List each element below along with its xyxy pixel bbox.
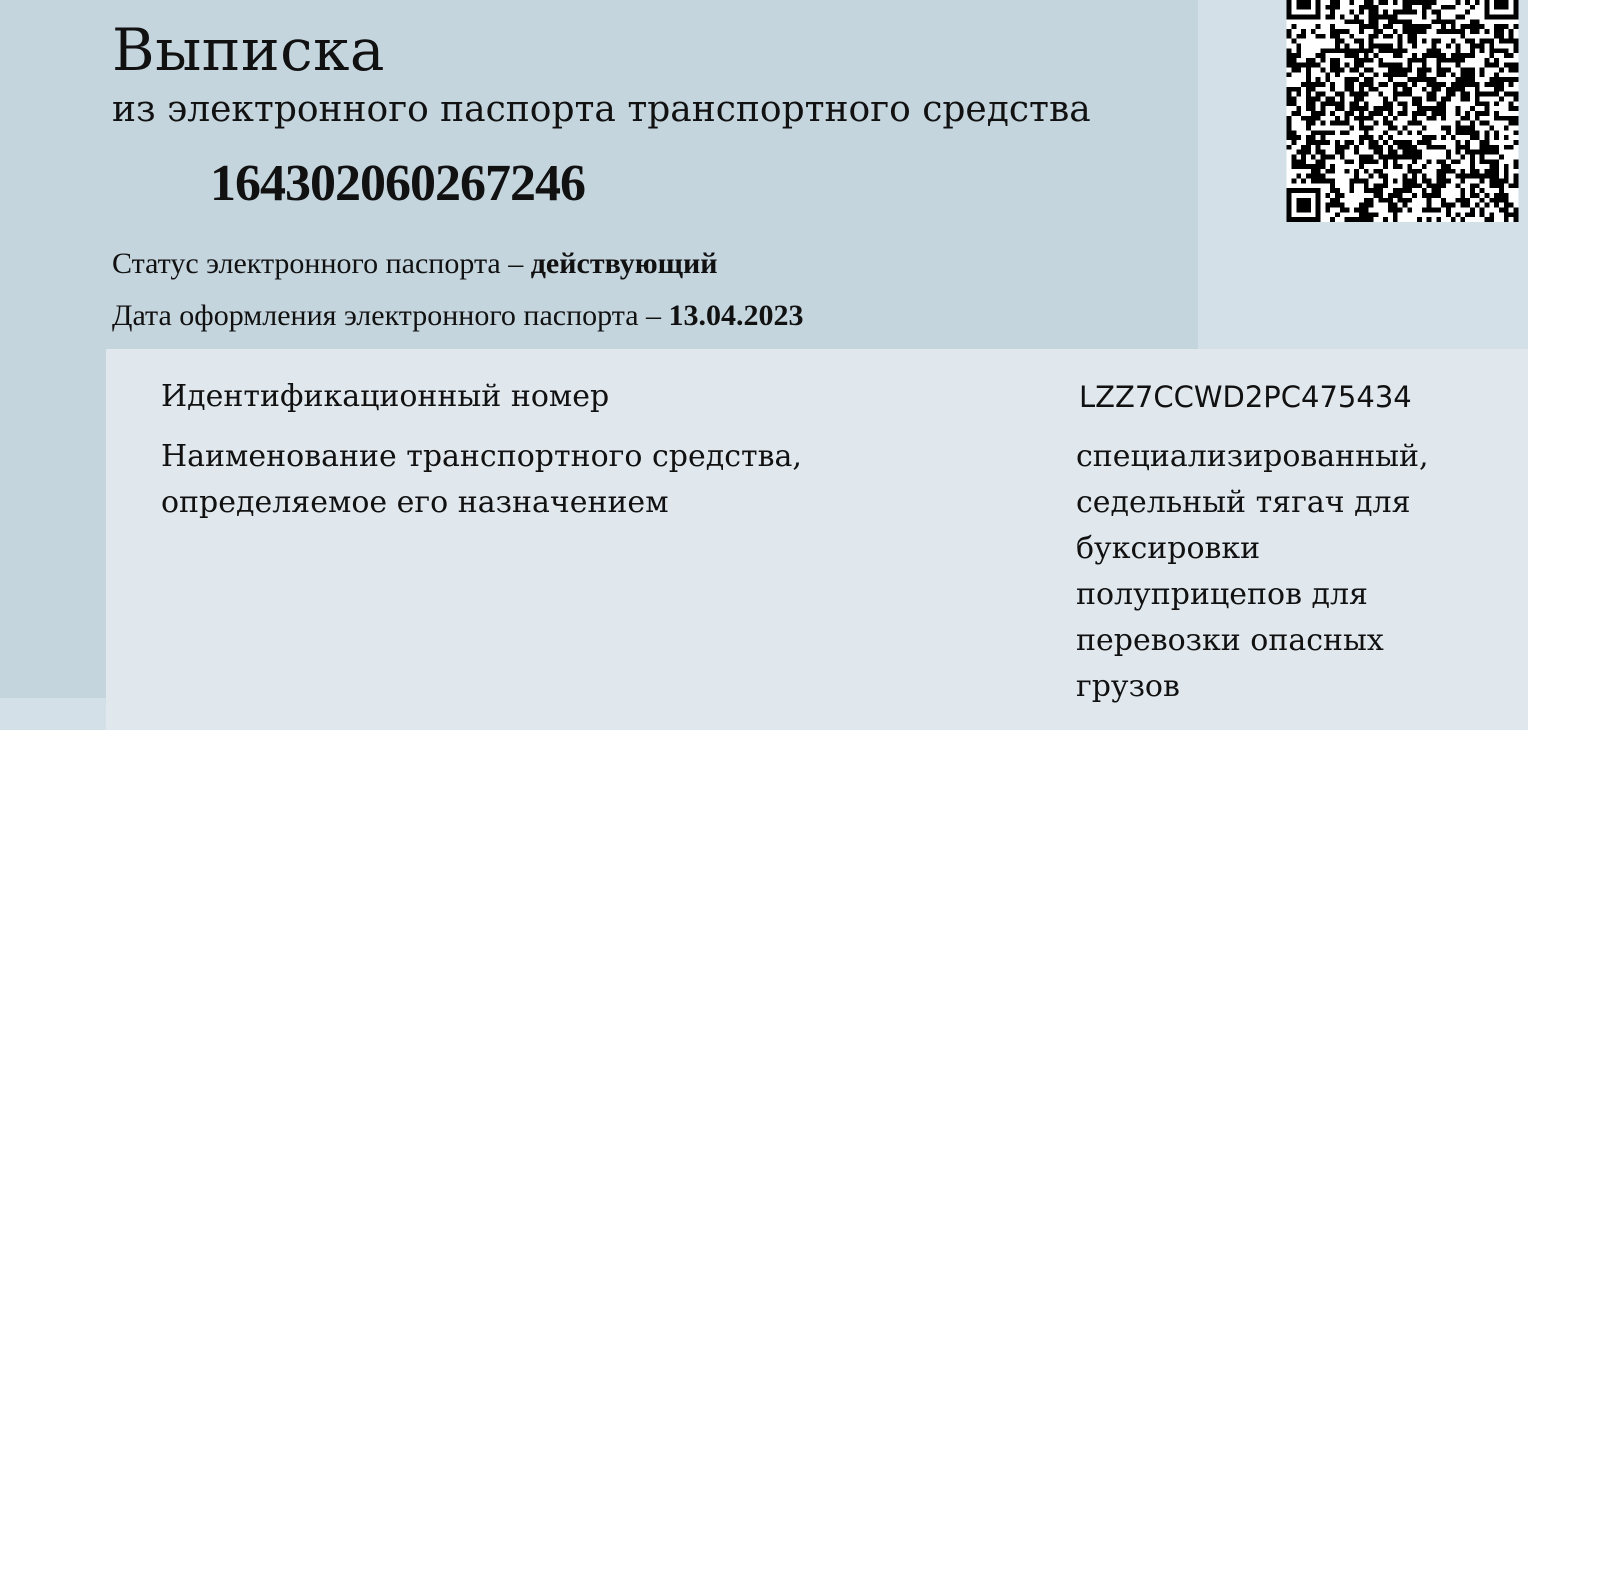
vehicle-type-label: Наименование транспортного средства, определяемое его назначением: [161, 439, 802, 520]
passport-status-value: действующий: [530, 247, 718, 280]
passport-number: 164302060267246: [210, 155, 585, 212]
passport-issue-date: [112, 296, 804, 336]
qr-code: [1281, 0, 1524, 222]
vin-value: LZZ7CCWD2PC475434: [1079, 380, 1412, 414]
vehicle-type-value: специализированный, седельный тягач для буксировки полуприцепов для перевозки опасных грузов: [1076, 439, 1429, 704]
qr-code-graphic: [1281, 0, 1524, 222]
issue-date-value: 13.04.2023: [668, 299, 804, 332]
issue-date-label: Дата оформления электронного паспорта –: [112, 299, 662, 332]
passport-status-label: Статус электронного паспорта –: [112, 247, 524, 280]
passport-status: [112, 244, 718, 284]
document-title: Выписка: [112, 16, 385, 84]
background-strip: [0, 698, 106, 730]
document-subtitle: из электронного паспорта транспортного средства: [112, 89, 1091, 130]
vin-label: Идентификационный номер: [161, 379, 610, 414]
